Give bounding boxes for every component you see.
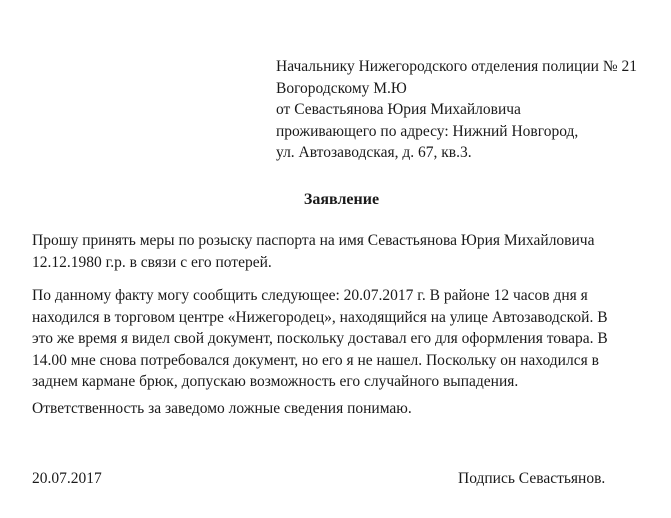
- document-title-text: Заявление: [303, 191, 380, 208]
- addressee-line: проживающего по адресу: Нижний Новгород,: [276, 122, 579, 140]
- document-title: [0, 191, 671, 209]
- addressee-block: [276, 56, 637, 164]
- addressee-line: Вогородскому М.Ю: [276, 79, 407, 97]
- paragraph-line: находился в торговом центре «Нижегородец», находящийся на улице Автозаводской. В: [32, 308, 608, 326]
- paragraph-line: По данному факту могу сообщить следующее: 20.07.2017 г. В районе 12 часов дня я: [32, 287, 588, 304]
- addressee-line: ул. Автозаводская, д. 67, кв.3.: [276, 144, 472, 161]
- responsibility-paragraph: [32, 398, 412, 420]
- paragraph-line: это же время я видел свой документ, поскольку доставал его для оформления товара. В: [32, 330, 608, 347]
- signature: Подпись Севастьянов.: [458, 470, 606, 487]
- addressee-line: от Севастьянова Юрия Михайловича: [276, 101, 521, 118]
- paragraph-line: Ответственность за заведомо ложные сведения понимаю.: [32, 400, 412, 417]
- paragraph-line: Прошу принять меры по розыску паспорта на имя Севастьянова Юрия Михайловича: [32, 232, 595, 249]
- paragraph-line: заднем кармане брюк, допускаю возможность его случайного выпадения.: [32, 373, 519, 390]
- document-date: 20.07.2017: [32, 470, 102, 487]
- facts-paragraph: [32, 285, 608, 393]
- paragraph-line: 14.00 мне снова потребовался документ, но его я не нашел. Поскольку он находился в: [32, 351, 599, 369]
- addressee-line: Начальнику Нижегородского отделения полиции № 21: [276, 58, 637, 75]
- paragraph-line: 12.12.1980 г.р. в связи с его потерей.: [32, 253, 272, 271]
- request-paragraph: [32, 230, 594, 273]
